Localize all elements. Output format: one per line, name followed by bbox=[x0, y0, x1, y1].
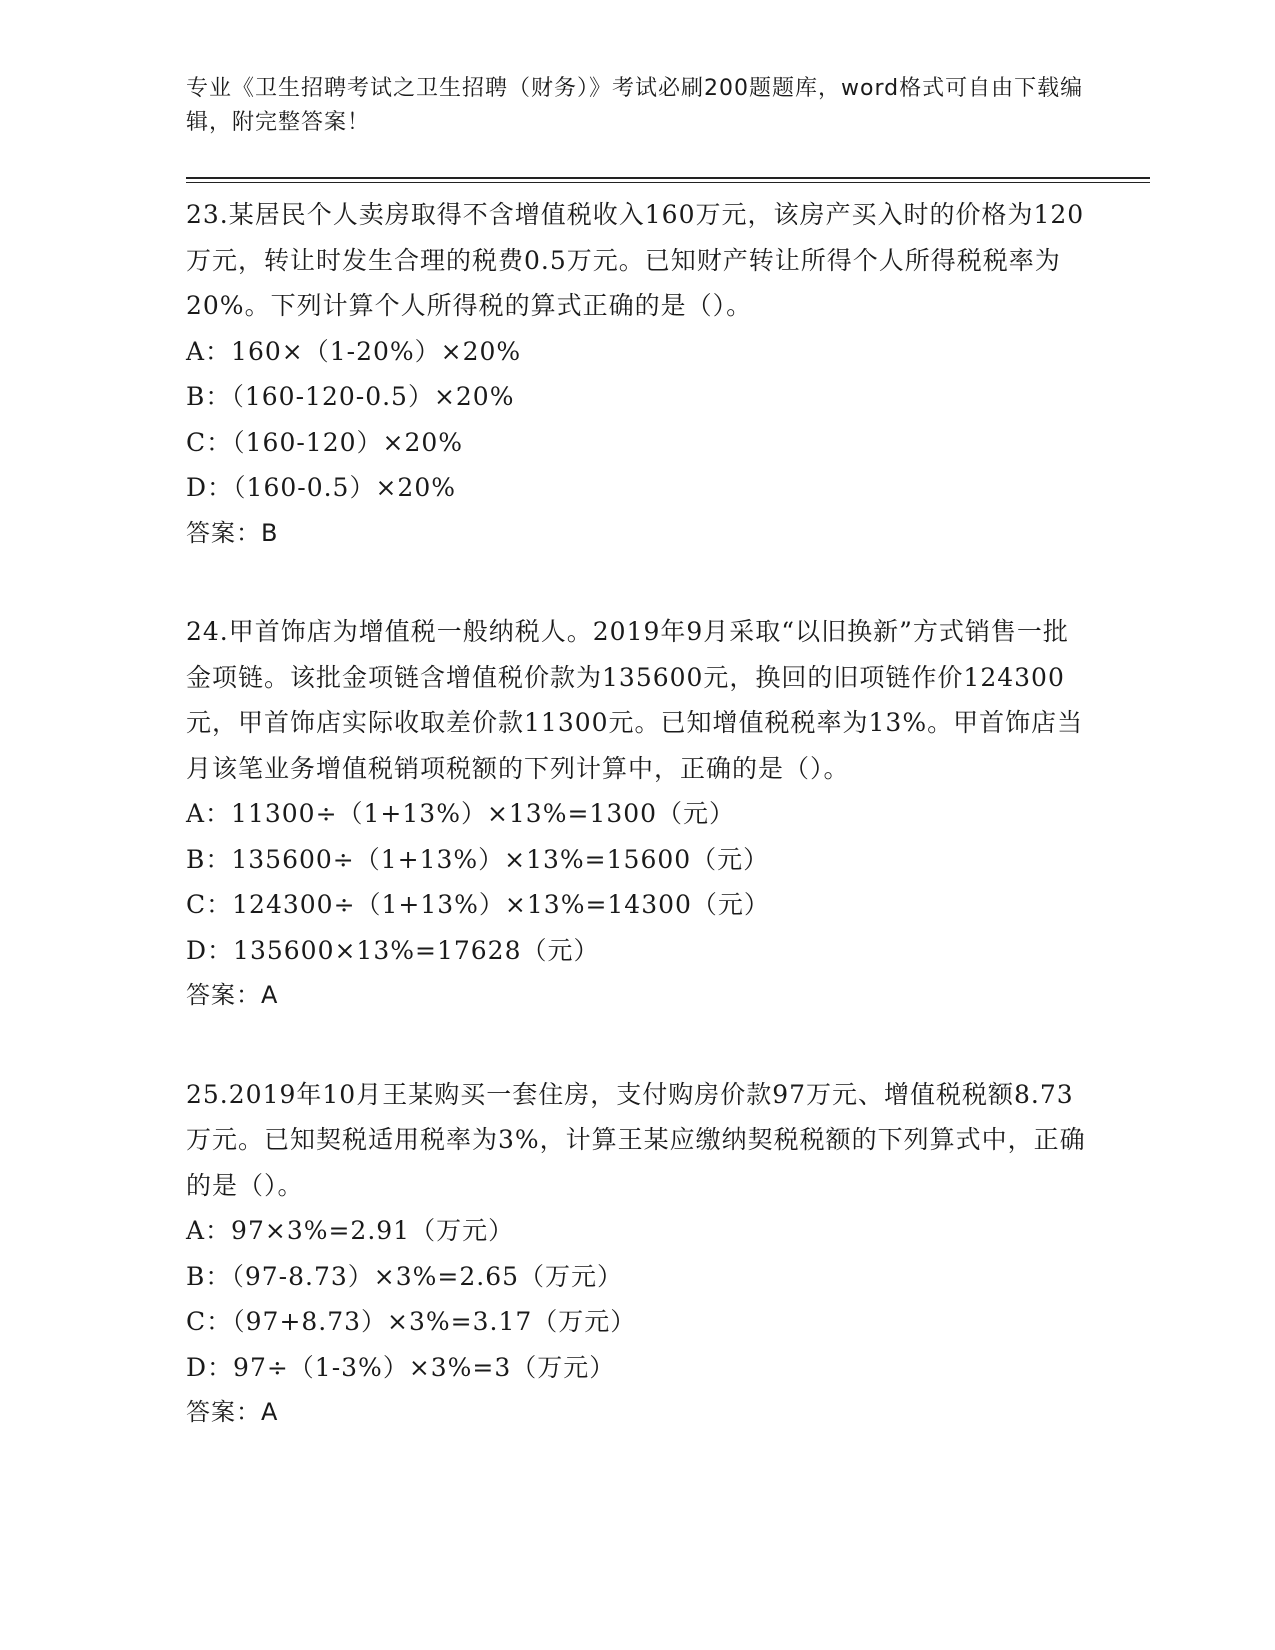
option-d: D：135600×13%=17628（元） bbox=[186, 935, 600, 965]
question-list bbox=[186, 192, 1086, 1489]
question-text: 23.某居民个人卖房取得不含增值税收入160万元，该房产买入时的价格为120万元，转让时发生合理的税费0.5万元。已知财产转让所得个人所得税税率为20%。下列计算个人所得税的算式正确的是（）。 bbox=[186, 200, 1085, 320]
header-divider-thick bbox=[186, 177, 1150, 179]
option-a: A：11300÷（1+13%）×13%=1300（元） bbox=[186, 799, 736, 828]
answer: 答案：A bbox=[186, 981, 279, 1009]
option-b: B：（97-8.73）×3%=2.65（万元） bbox=[186, 1261, 624, 1291]
question-25 bbox=[186, 1072, 1086, 1436]
option-c: C：124300÷（1+13%）×13%=14300（元） bbox=[186, 890, 770, 919]
header-divider-thin bbox=[186, 182, 1150, 183]
option-c: C：（97+8.73）×3%=3.17（万元） bbox=[186, 1307, 637, 1336]
question-text: 25.2019年10月王某购买一套住房，支付购房价款97万元、增值税税额8.73万元。已知契税适用税率为3%，计算王某应缴纳契税税额的下列算式中，正确的是（）。 bbox=[186, 1079, 1086, 1200]
answer: 答案：A bbox=[186, 1398, 279, 1426]
option-b: B：135600÷（1+13%）×13%=15600（元） bbox=[186, 844, 770, 874]
option-c: C：（160-120）×20% bbox=[186, 427, 464, 457]
option-d: D：（160-0.5）×20% bbox=[186, 473, 456, 502]
option-d: D：97÷（1-3%）×3%=3（万元） bbox=[186, 1352, 616, 1382]
answer: 答案：B bbox=[186, 518, 279, 547]
question-24 bbox=[186, 609, 1086, 1019]
option-b: B：（160-120-0.5）×20% bbox=[186, 382, 515, 411]
question-text: 24.甲首饰店为增值税一般纳税人。2019年9月采取“以旧换新”方式销售一批金项链。该批金项链含增值税价款为135600元，换回的旧项链作价124300元，甲首饰店实际收取差价款11300元。已知增值税税率为13%。甲首饰店当月该笔业务增值税销项税额的下列计算中，正确的是（）。 bbox=[186, 617, 1084, 783]
option-a: A：160×（1-20%）×20% bbox=[186, 336, 522, 366]
document-header: 专业《卫生招聘考试之卫生招聘（财务）》考试必刷200题题库，word格式可自由下载编辑，附完整答案！ bbox=[186, 76, 1084, 135]
question-23 bbox=[186, 192, 1086, 556]
option-a: A：97×3%=2.91（万元） bbox=[186, 1216, 515, 1245]
